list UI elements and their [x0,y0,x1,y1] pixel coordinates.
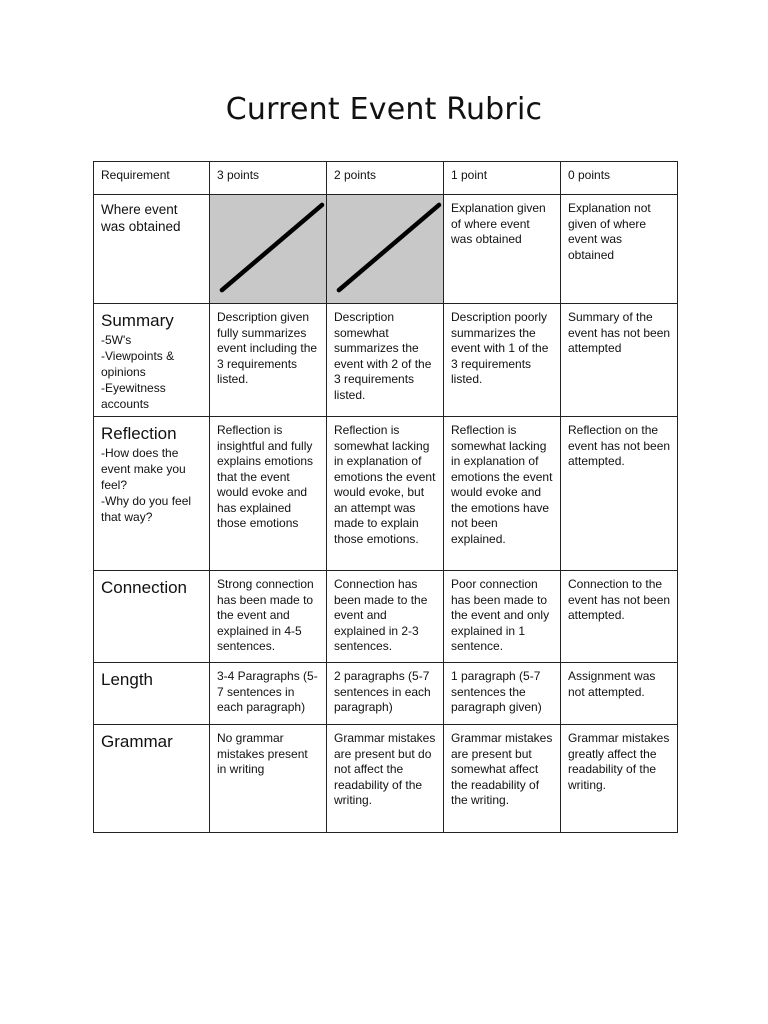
header-requirement: Requirement [94,162,210,195]
header-1-point: 1 point [444,162,561,195]
score-cell: Description poorly summarizes the event with 1 of the 3 requirements listed. [444,304,561,417]
score-cell: Explanation not given of where event was obtained [561,195,678,304]
requirement-cell [94,571,210,663]
header-3-points: 3 points [210,162,327,195]
row-length [94,663,678,725]
page-title: Current Event Rubric [225,92,543,127]
row-connection [94,571,678,663]
requirement-cell [94,417,210,571]
score-cell: Description given fully summarizes event including the 3 requirements listed. [210,304,327,417]
score-cell: Grammar mistakes are present but do not affect the readability of the writing. [327,725,444,833]
rubric-table [93,161,678,833]
requirement-title: Connection [101,578,188,597]
score-cell: Poor connection has been made to the event and only explained in 1 sentence. [444,571,561,663]
score-cell: Reflection on the event has not been attempted. [561,417,678,571]
requirement-title: Grammar [101,732,173,751]
requirement-title: Reflection [101,424,177,443]
header-2-points: 2 points [327,162,444,195]
diagonal-strike-icon [210,195,326,303]
score-cell: Summary of the event has not been attempted [561,304,678,417]
row-summary [94,304,678,417]
requirement-title: Where event was obtained [101,202,181,234]
row-reflection [94,417,678,571]
requirement-subpoints: -How does the event make you feel? -Why do you feel that way? [101,446,192,524]
score-cell: Grammar mistakes greatly affect the readability of the writing. [561,725,678,833]
row-where-obtained [94,195,678,304]
score-cell: Description somewhat summarizes the event with 2 of the 3 requirements listed. [327,304,444,417]
not-applicable-cell [210,195,327,304]
requirement-subpoints: -5W's -Viewpoints & opinions -Eyewitness accounts [101,333,175,411]
score-cell: 1 paragraph (5-7 sentences the paragraph given) [444,663,561,725]
requirement-cell [94,663,210,725]
score-cell: Connection to the event has not been attempted. [561,571,678,663]
score-cell: No grammar mistakes present in writing [210,725,327,833]
requirement-title: Length [101,670,153,689]
score-cell: Connection has been made to the event and explained in 2-3 sentences. [327,571,444,663]
requirement-title: Summary [101,311,174,330]
score-cell: Reflection is somewhat lacking in explanation of emotions the event would evoke and the emotions have not been explained. [444,417,561,571]
score-cell: Grammar mistakes are present but somewhat affect the readability of the writing. [444,725,561,833]
score-cell: 3-4 Paragraphs (5-7 sentences in each paragraph) [210,663,327,725]
diagonal-strike-icon [327,195,443,303]
row-grammar [94,725,678,833]
score-cell: 2 paragraphs (5-7 sentences in each paragraph) [327,663,444,725]
header-row [94,162,678,195]
score-cell: Reflection is somewhat lacking in explanation of emotions the event would evoke, but an attempt was made to explain those emotions. [327,417,444,571]
requirement-cell [94,725,210,833]
requirement-cell [94,304,210,417]
score-cell: Strong connection has been made to the event and explained in 4-5 sentences. [210,571,327,663]
header-0-points: 0 points [561,162,678,195]
score-cell: Explanation given of where event was obtained [444,195,561,304]
not-applicable-cell [327,195,444,304]
requirement-cell [94,195,210,304]
score-cell: Assignment was not attempted. [561,663,678,725]
score-cell: Reflection is insightful and fully explains emotions that the event would evoke and has explained those emotions [210,417,327,571]
